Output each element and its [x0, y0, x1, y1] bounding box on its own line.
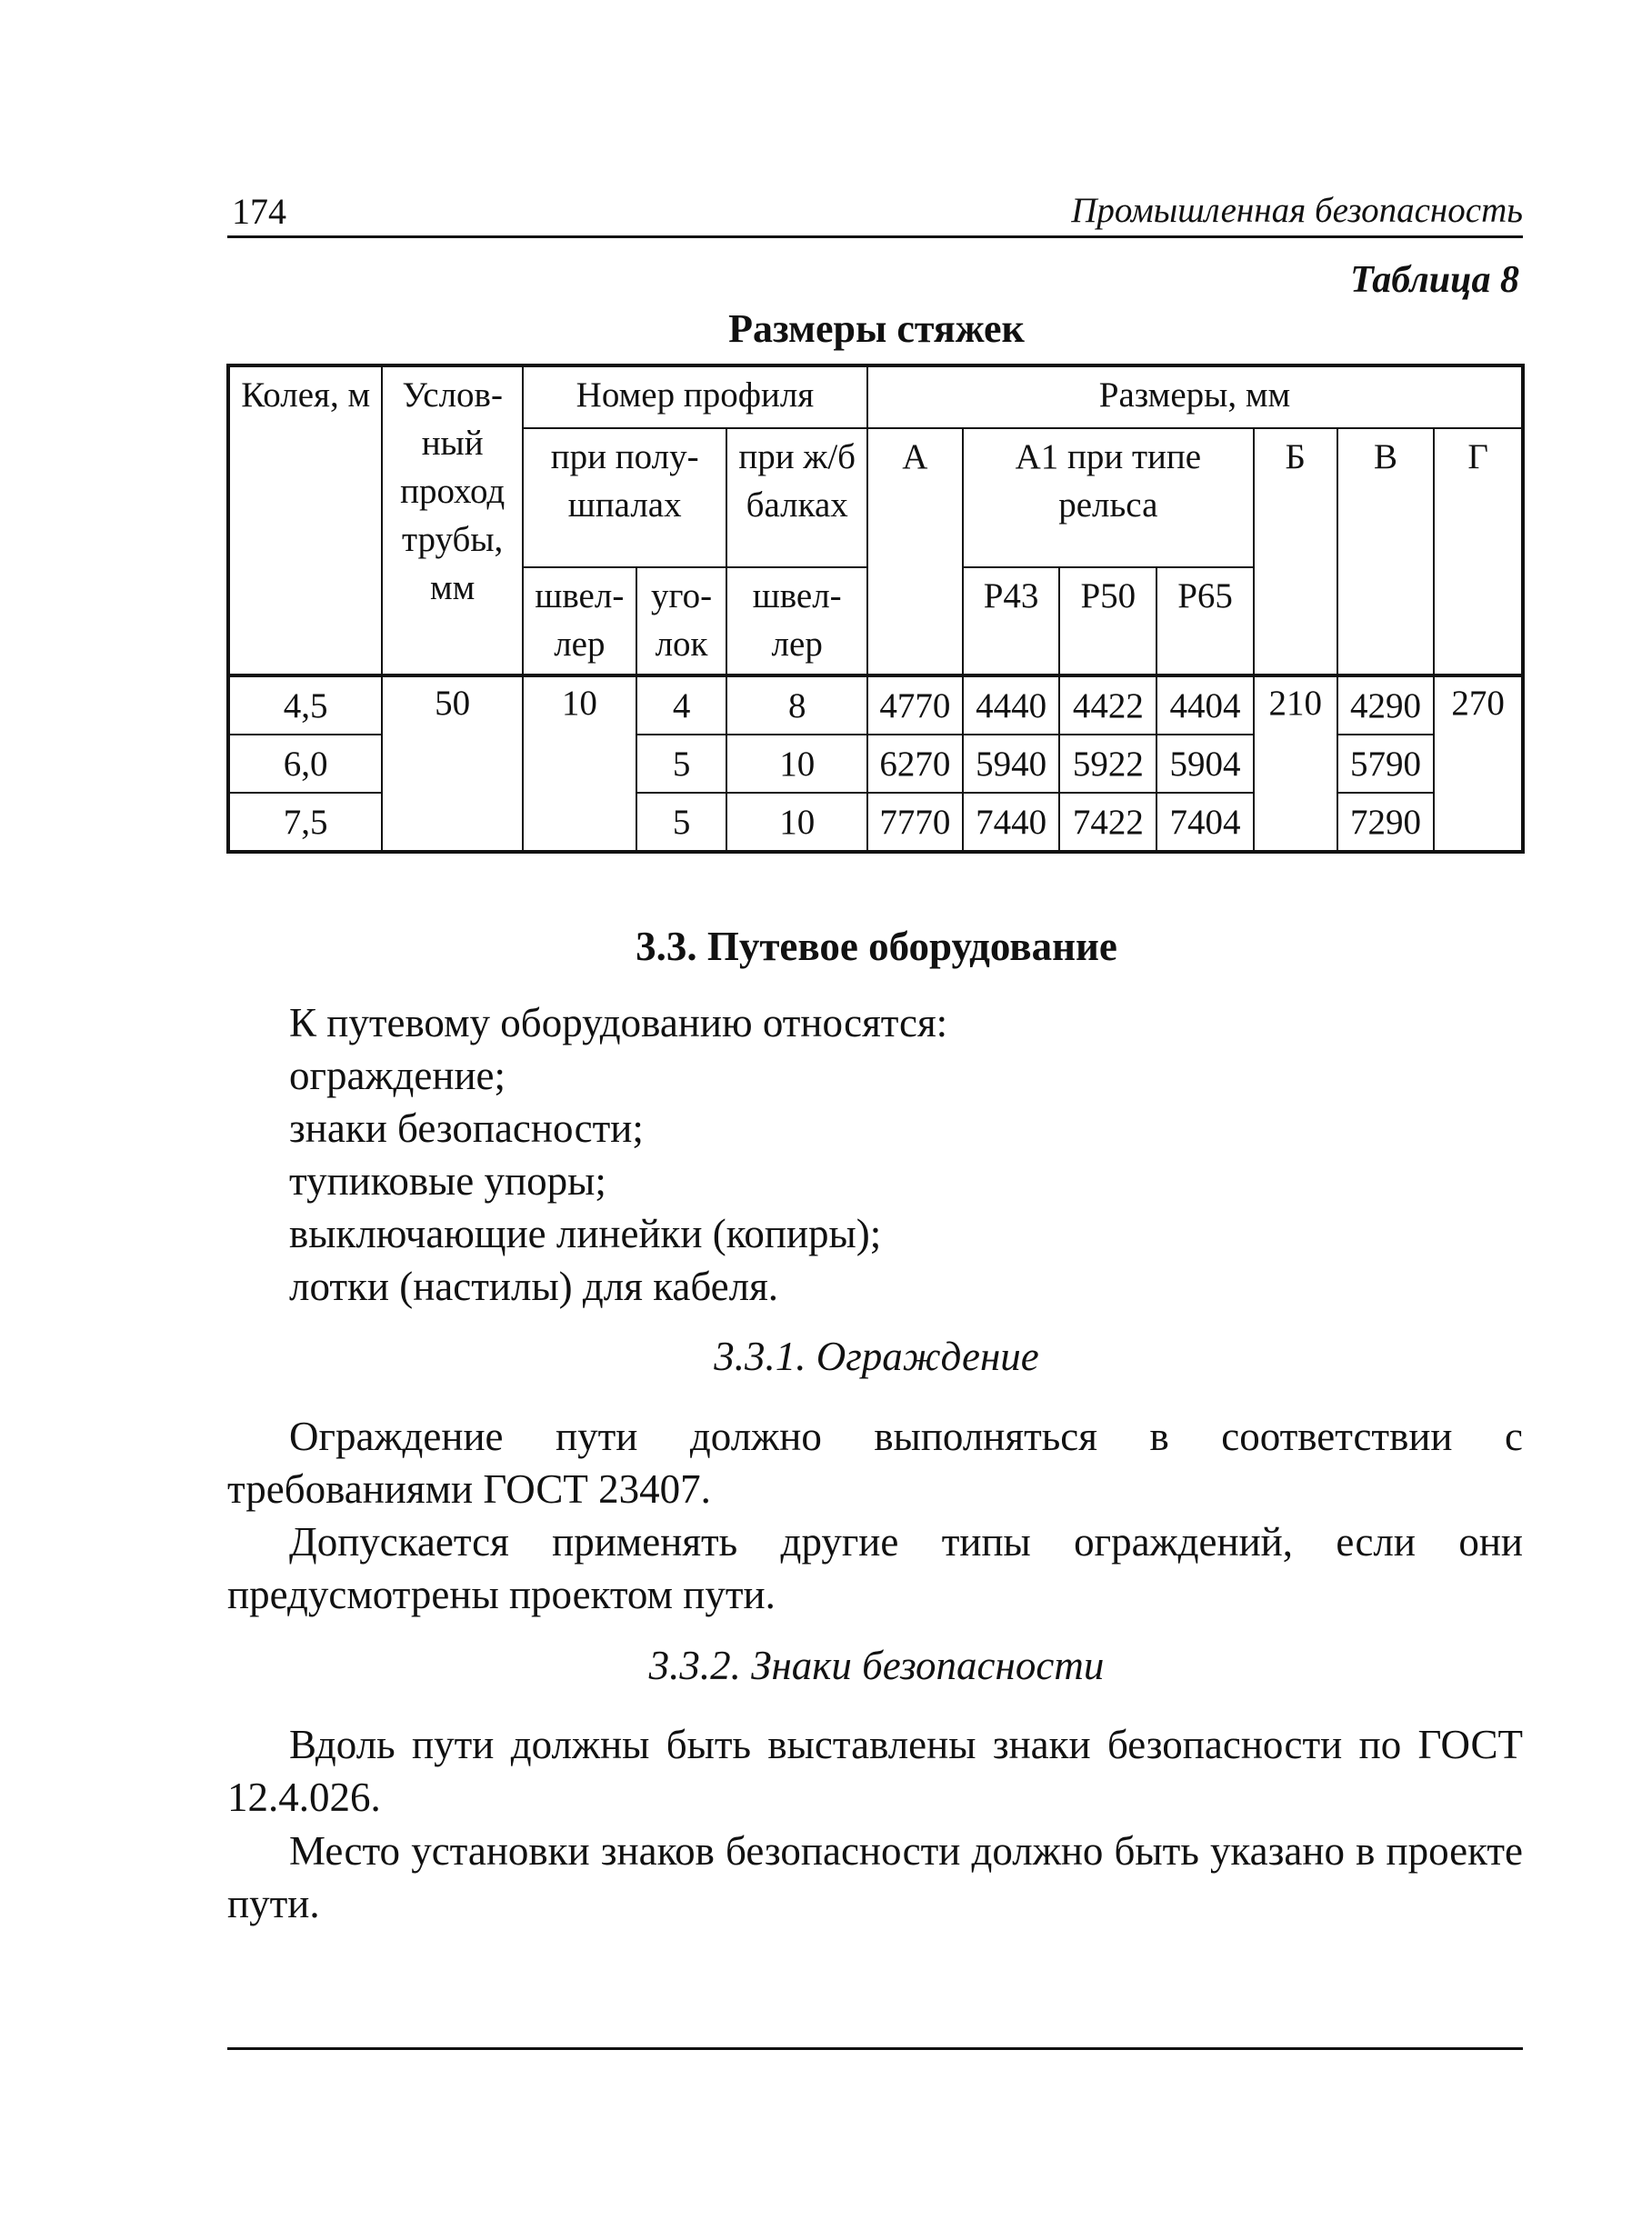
- table-label: Таблица 8: [1350, 259, 1519, 301]
- header-a1: А1 при типе рельса: [963, 428, 1254, 567]
- running-title: Промышленная безопасность: [1071, 191, 1523, 230]
- header-pri-zhb-balkah: при ж/б балках: [726, 428, 867, 567]
- header-shveller-balki: швел-лер: [726, 567, 867, 675]
- cell-v: 4290: [1337, 675, 1435, 735]
- subsection-heading-signs: 3.3.2. Знаки безопасности: [648, 1643, 1105, 1688]
- clamp-dimensions-table: [226, 364, 1525, 854]
- header-koleya: Колея, м: [228, 365, 382, 675]
- header-razmery: Размеры, мм: [867, 365, 1523, 428]
- cell-v: 5790: [1337, 735, 1435, 793]
- list-item: тупиковые упоры;: [289, 1158, 606, 1204]
- cell-r50: 7422: [1059, 793, 1156, 852]
- paragraph: Место установки знаков безопасности должно быть указано в проекте пути.: [227, 1828, 1523, 1926]
- cell-shveller2: 10: [726, 735, 867, 793]
- list-item: лотки (настилы) для кабеля.: [289, 1264, 779, 1309]
- header-rule: [227, 235, 1523, 238]
- header-r50: Р50: [1059, 567, 1156, 675]
- equipment-list: [289, 1049, 881, 1313]
- cell-ugolok: 5: [636, 793, 727, 852]
- cell-r43: 5940: [963, 735, 1060, 793]
- header-v: В: [1337, 428, 1435, 675]
- cell-koleya: 7,5: [228, 793, 382, 852]
- page-number: 174: [232, 191, 286, 232]
- list-item: выключающие линейки (копиры);: [289, 1211, 882, 1256]
- header-uslovny-prokhod: Услов-ный проход трубы, мм: [382, 365, 523, 675]
- cell-koleya: 6,0: [228, 735, 382, 793]
- header-r43: Р43: [963, 567, 1060, 675]
- cell-a: 7770: [867, 793, 963, 852]
- list-item: ограждение;: [289, 1053, 506, 1098]
- cell-r43: 7440: [963, 793, 1060, 852]
- table-row: [228, 675, 1523, 735]
- cell-a: 6270: [867, 735, 963, 793]
- cell-uslovny: 50: [382, 675, 523, 852]
- cell-r65: 5904: [1156, 735, 1254, 793]
- section-heading: 3.3. Путевое оборудование: [636, 924, 1117, 969]
- header-shveller-polushpaly: швел-лер: [523, 567, 636, 675]
- header-b: Б: [1254, 428, 1337, 675]
- cell-r50: 4422: [1059, 675, 1156, 735]
- cell-shveller2: 10: [726, 793, 867, 852]
- footer-rule: [227, 2047, 1523, 2050]
- cell-r65: 4404: [1156, 675, 1254, 735]
- header-nomer-profilya: Номер профиля: [523, 365, 867, 428]
- header-pri-polushpalah: при полу-шпалах: [523, 428, 726, 567]
- list-item: знаки безопасности;: [289, 1105, 644, 1151]
- subsection-heading-fencing: 3.3.1. Ограждение: [714, 1334, 1039, 1379]
- cell-r65: 7404: [1156, 793, 1254, 852]
- cell-ugolok: 4: [636, 675, 727, 735]
- list-intro: К путевому оборудованию относятся:: [289, 1000, 948, 1045]
- cell-koleya: 4,5: [228, 675, 382, 735]
- paragraph: Вдоль пути должны быть выставлены знаки безопасности по ГОСТ 12.4.026.: [227, 1722, 1523, 1820]
- header-r65: Р65: [1156, 567, 1254, 675]
- cell-r50: 5922: [1059, 735, 1156, 793]
- cell-r43: 4440: [963, 675, 1060, 735]
- cell-shveller1: 10: [523, 675, 636, 852]
- cell-shveller2: 8: [726, 675, 867, 735]
- paragraph: Допускается применять другие типы ограждений, если они предусмотрены проектом пути.: [227, 1519, 1523, 1617]
- table-title: Размеры стяжек: [728, 306, 1025, 351]
- paragraph: Ограждение пути должно выполняться в соответствии с требованиями ГОСТ 23407.: [227, 1414, 1523, 1512]
- header-a: А: [867, 428, 963, 675]
- cell-a: 4770: [867, 675, 963, 735]
- cell-b: 210: [1254, 675, 1337, 852]
- cell-g: 270: [1434, 675, 1523, 852]
- header-g: Г: [1434, 428, 1523, 675]
- cell-ugolok: 5: [636, 735, 727, 793]
- page-header: [227, 186, 1523, 237]
- cell-v: 7290: [1337, 793, 1435, 852]
- header-ugolok: уго-лок: [636, 567, 727, 675]
